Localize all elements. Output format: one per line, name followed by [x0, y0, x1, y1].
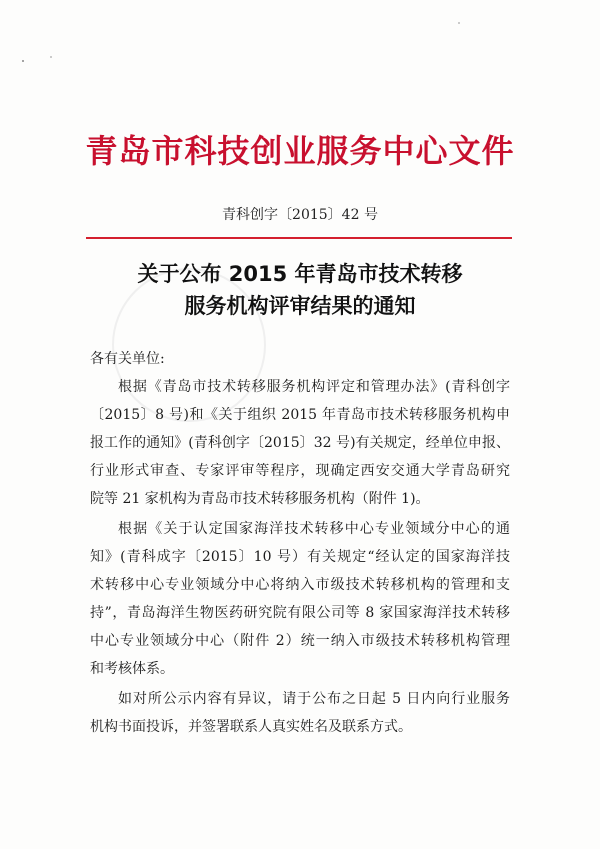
body-line: 〔2015〕8 号)和《关于组织 2015 年青岛市技术转移服务机构申 [90, 407, 510, 423]
document-header-title: 青岛市科技创业服务中心文件 [85, 132, 515, 170]
notice-title-line-1: 关于公布 2015 年青岛市技术转移 [137, 262, 463, 286]
body-line: 院等 21 家机构为青岛市技术转移服务机构（附件 1)。 [90, 491, 430, 507]
body-line: 行业形式审查、专家评审等程序，现确定西安交通大学青岛研究 [90, 463, 510, 479]
notice-title-line-2: 服务机构评审结果的通知 [184, 294, 416, 318]
body-line: 根据《青岛市技术转移服务机构评定和管理办法》(青科创字 [118, 379, 510, 395]
body-line: 知》(青科成字〔2015〕10 号）有关规定“经认定的国家海洋技 [90, 549, 510, 565]
body-line: 根据《关于认定国家海洋技术转移中心专业领域分中心的通 [118, 521, 510, 537]
scan-speck [22, 60, 24, 62]
body-line: 如对所公示内容有异议，请于公布之日起 5 日内向行业服务 [118, 691, 510, 707]
red-divider-line [86, 237, 512, 239]
body-line: 术转移中心专业领域分中心将纳入市级技术转移机构的管理和支 [90, 577, 510, 593]
scan-speck [50, 56, 52, 58]
document-number: 青科创字〔2015〕42 号 [222, 207, 378, 223]
scan-speck [458, 22, 460, 24]
body-line: 持”，青岛海洋生物医药研究院有限公司等 8 家国家海洋技术转移 [90, 605, 510, 621]
body-line: 报工作的通知》(青科创字〔2015〕32 号)有关规定，经单位申报、 [90, 435, 510, 451]
body-line: 中心专业领域分中心（附件 2）统一纳入市级技术转移机构管理 [90, 633, 510, 649]
body-line: 和考核体系。 [90, 661, 174, 677]
body-line: 机构书面投诉，并签署联系人真实姓名及联系方式。 [90, 719, 412, 735]
salutation: 各有关单位: [90, 351, 165, 367]
